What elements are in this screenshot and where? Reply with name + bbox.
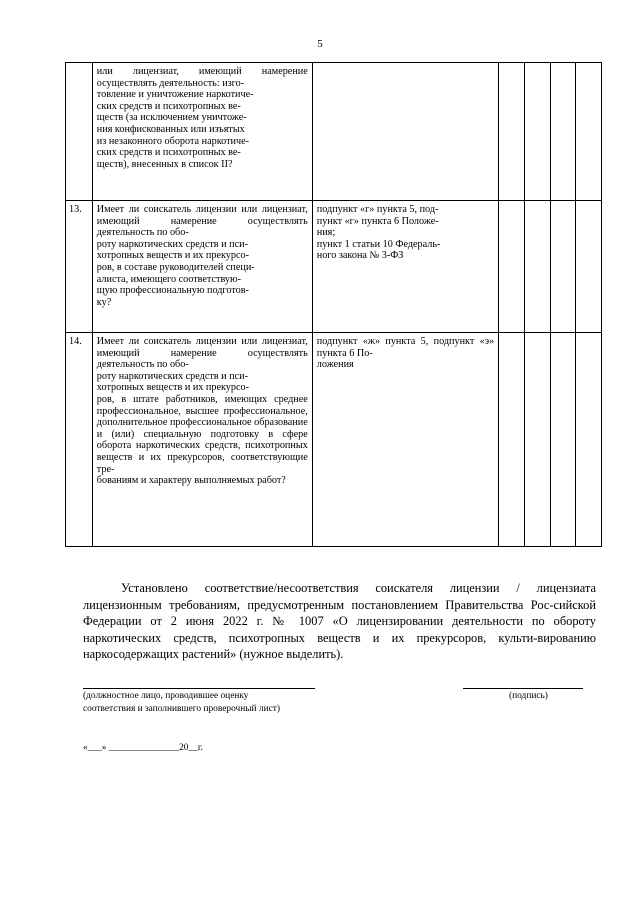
answer-cell: [524, 333, 550, 547]
row-number: 13.: [66, 201, 93, 333]
question-cell: Имеет ли соискатель лицензии или лицензиат, имеющий намерение осуществлять деятельность по обо- роту наркотических средств и пси- хотропных веществ и их прекурсо- ров, в составе руководителей специ- алиста, имеющего соответствую- щую профессиональную подготов- ку?: [92, 201, 312, 333]
reference-cell: подпункт «ж» пункта 5, подпункт «э» пункта 6 По- ложения: [312, 333, 498, 547]
date-line: «___» _______________20__г.: [83, 743, 203, 753]
answer-cell: [576, 63, 602, 201]
question-cell: или лицензиат, имеющий намерение осуществлять деятельность: изго- товление и уничтожение наркотиче- ских средств и психотропных ве- ществ (за исключением уничтоже- ния конфискованных или изъятых из незаконного оборота наркотиче- ских средств и психотропных ве- ществ), внесенных в список II?: [92, 63, 312, 201]
table-row: [66, 63, 602, 201]
official-signature-line: [83, 688, 315, 689]
reference-cell: [312, 63, 498, 201]
answer-cell: [576, 201, 602, 333]
answer-cell: [499, 63, 525, 201]
question-cell: Имеет ли соискатель лицензии или лицензиат, имеющий намерение осуществлять деятельность по обо- роту наркотических средств и пси- хотропных веществ и их прекурсо- ров, в штате работников, имеющих среднее профессиональное, высшее профессиональное, дополнительное профессиональное образование и (или) специальную подготовку в сфере оборота наркотических средств, психотропных веществ и их прекурсоров, соответствующие тре- бованиям и характеру выполняемых работ?: [92, 333, 312, 547]
page-number: 5: [317, 38, 323, 50]
answer-cell: [550, 333, 576, 547]
signature-line: [463, 688, 583, 689]
answer-cell: [499, 201, 525, 333]
signature-caption: (подпись): [509, 691, 548, 701]
answer-cell: [524, 63, 550, 201]
official-caption-line2: соответствия и заполнившего проверочный лист): [83, 704, 280, 714]
row-number: [66, 63, 93, 201]
answer-cell: [550, 63, 576, 201]
answer-cell: [499, 333, 525, 547]
conclusion-paragraph: Установлено соответствие/несоответствия соискателя лицензии / лицензиата лицензионным требованиям, предусмотренным постановлением Правительства Рос-сийской Федерации от 2 июня 2022 г. № 1007 «О лицензировании деятельности по обороту наркотических средств, психотропных веществ и их прекурсоров, культи-вированию наркосодержащих растений» (нужное выделить).: [83, 581, 596, 662]
row-number: 14.: [66, 333, 93, 547]
reference-cell: подпункт «г» пункта 5, под- пункт «г» пункта 6 Положе- ния; пункт 1 статьи 10 Федераль- ного закона № 3-ФЗ: [312, 201, 498, 333]
answer-cell: [550, 201, 576, 333]
checklist-table: [65, 62, 602, 547]
table-row: [66, 333, 602, 547]
answer-cell: [576, 333, 602, 547]
table-row: [66, 201, 602, 333]
answer-cell: [524, 201, 550, 333]
official-caption-line1: (должностное лицо, проводившее оценку: [83, 691, 249, 701]
